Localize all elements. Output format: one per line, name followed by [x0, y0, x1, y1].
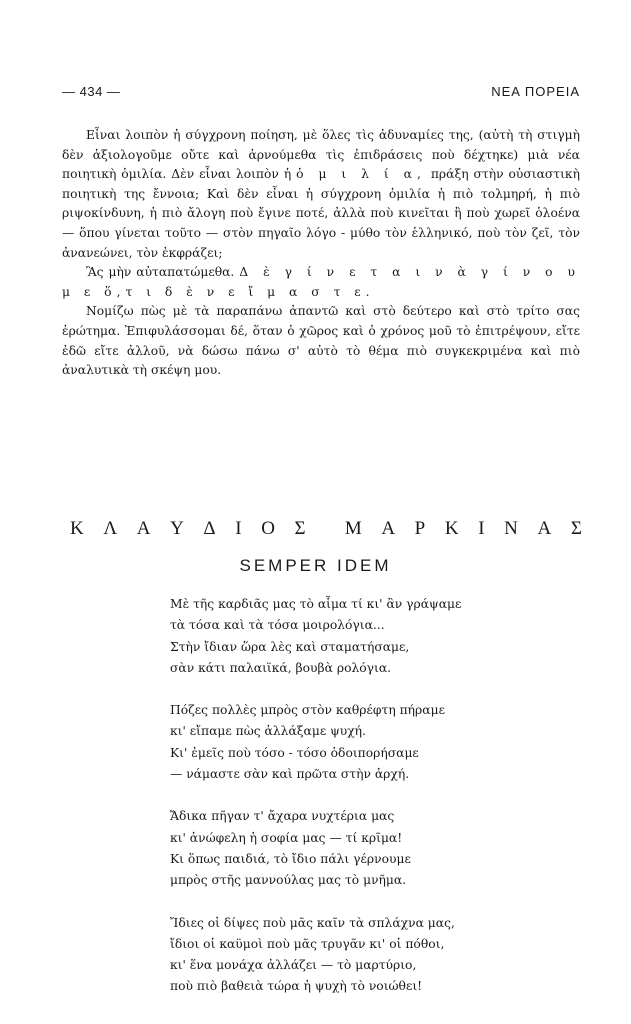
author-letter: Λ [103, 518, 118, 539]
stanza [170, 913, 590, 998]
poem-line: κι' εἴπαμε πὼς ἀλλάξαμε ψυχή. [170, 724, 366, 739]
poem-line: μπρὸς στῆς μαννούλας μας τὸ μνῆμα. [170, 873, 407, 888]
author-letter: Α [136, 518, 151, 539]
running-title: ΝΕΑ ΠΟΡΕΙΑ [491, 84, 580, 99]
page-number: — 434 — [62, 84, 121, 99]
author-letter: Α [381, 518, 396, 539]
poem-line: — νάμαστε σὰν καὶ πρῶτα στὴν ἀρχή. [170, 767, 410, 782]
author-letter: Δ [203, 518, 216, 539]
stanza [170, 594, 590, 679]
paragraph [62, 126, 580, 263]
poem-line: Στὴν ἴδιαν ὥρα λὲς καὶ σταματήσαμε, [170, 639, 410, 654]
poem-title: SEMPER IDEM [239, 556, 392, 575]
paragraph-text: Εἶναι λοιπὸν ἡ σύγχρονη ποίηση, μὲ ὅλες τὶς ἀδυναμίες της, (αὐτὴ τὴ στιγμὴ δὲν ἀξιολογοῦμε οὔτε καὶ ἀρνούμεθα τὶς ἐπιδράσεις ποὺ δέχτηκε) μιὰ νέα ποιητικὴ ὁμιλία. Δὲν εἶναι λοιπὸν ἡ [62, 128, 580, 182]
poem-body [170, 594, 590, 1019]
author-letter: Υ [170, 518, 184, 539]
author-letter: Ι [478, 518, 485, 539]
author-letter: Κ [70, 518, 84, 539]
author-letter: Κ [444, 518, 459, 539]
author-letter: Ρ [414, 518, 426, 539]
poem-line: ἴδιοι οἱ καϋμοὶ ποὺ μᾶς τρυγᾶν κι' οἱ πόθοι, [170, 936, 445, 951]
poem-line: ποὺ πιὸ βαθειὰ τώρα ἡ ψυχὴ τὸ νοιώθει! [170, 979, 423, 994]
author-letter: Ο [261, 518, 275, 539]
poem-line: τὰ τόσα καὶ τὰ τόσα μοιρολόγια... [170, 618, 385, 633]
poem-line: Κι ὅπως παιδιά, τὸ ἴδιο πάλι γέρνουμε [170, 851, 411, 866]
paragraph: Νομίζω πὼς μὲ τὰ παραπάνω ἀπαντῶ καὶ στὸ δεύτερο καὶ στὸ τρίτο σας ἐρώτημα. Ἐπιφυλάσσομαι δέ, ὅταν ὁ χῶρος καὶ ὁ χρόνος μοῦ τὸ ἐπιτρέψουν, εἴτε ἐδῶ εἴτε ἀλλοῦ, νὰ δώσω πάνω σ' αὐτὸ τὸ θέμα πιὸ συγκεκριμένα καὶ πιὸ ἀναλυτικὰ τὴ σκέψη μου. [62, 304, 580, 378]
poem-line: Ἴδιες οἱ δίψες ποὺ μᾶς καῖν τὰ σπλάχνα μας, [170, 915, 455, 930]
page-header [62, 84, 580, 104]
author-letter: Μ [344, 518, 362, 539]
author-letter: Ν [504, 518, 518, 539]
author-letter: Α [537, 518, 552, 539]
poem-line: κι' ἕνα μονάχα ἀλλάζει — τὸ μαρτύριο, [170, 958, 417, 973]
poem-line: Πόζες πολλὲς μπρὸς στὸν καθρέφτη πήραμε [170, 703, 445, 718]
essay-text [62, 126, 580, 381]
spaced-emphasis: ὁ μ ι λ ί α, [296, 167, 426, 182]
spaced-emphasis: Δ ὲ γ ί ν ε τ α ι ν ὰ γ ί ν ο υ μ ε ὅ,τ ι δ ὲ ν ε ἴ μ α σ τ ε. [62, 265, 580, 299]
author-letter: Σ [294, 518, 306, 539]
stanza [170, 806, 590, 891]
paragraph [62, 263, 580, 302]
poem-line: Μὲ τῆς καρδιᾶς μας τὸ αἷμα τί κι' ἂν γράψαμε [170, 597, 462, 611]
poem-line: σὰν κάτι παλαιϊκά, βουβὰ ρολόγια. [170, 660, 392, 675]
paragraph-text: Ἂς μὴν αὐταπατώμεθα. [86, 265, 235, 280]
author-letter: Σ [570, 518, 582, 539]
stanza [170, 700, 590, 785]
paragraph-text: πράξη στὴν οὐσιαστικὴ ποιητικὴ της ἔννοια; Καὶ δὲν εἶναι ἡ σύγχρονη ὁμιλία ἡ πιὸ τολμηρή, ἡ πιὸ ριψοκίνδυνη, ἡ πιὸ ἄλογη ποὺ ἔγινε ποτέ, ἀλλὰ ποὺ κινεῖται ἢ ποὺ χωρεῖ ὁλοένα — ὅπου γίνεται τοῦτο — στὸν πηγαῖο λόγο - μύθο τὸν ἑλληνικό, ποὺ τὸν ζεῖ, τὸν ἀνανεώνει, τὸν ἐκφράζει; [62, 167, 580, 260]
poem-author [70, 518, 582, 540]
poem-line: Ἄδικα πῆγαν τ' ἄχαρα νυχτέρια μας [170, 809, 395, 824]
poem-line: κι' ἀνώφελη ἡ σοφία μας — τί κρῖμα! [170, 830, 403, 845]
author-letter: Ι [235, 518, 242, 539]
poem-line: Κι' ἐμεῖς ποὺ τόσο - τόσο ὁδοιπορήσαμε [170, 745, 419, 760]
